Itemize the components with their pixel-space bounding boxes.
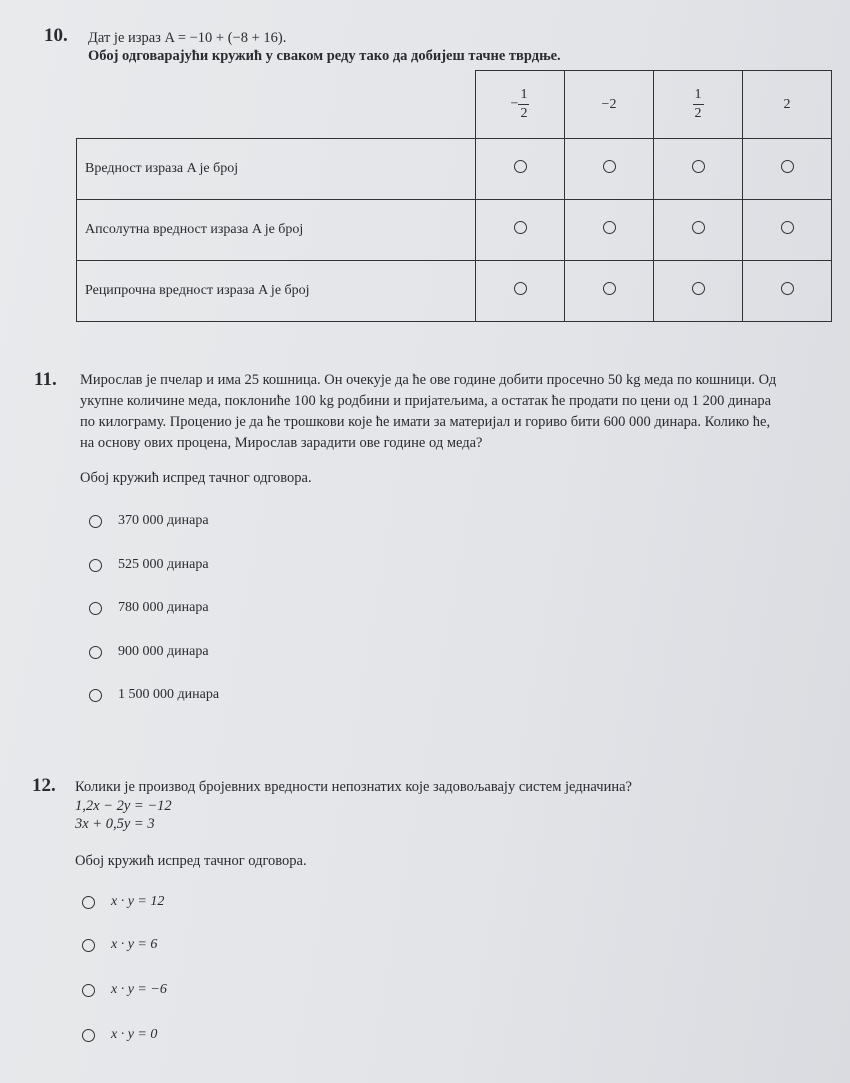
radio-circle[interactable]: [514, 160, 527, 173]
radio-circle[interactable]: [89, 646, 102, 659]
answer-option[interactable]: [82, 1027, 157, 1043]
question-12-text: Колики је производ бројевних вредности непознатих које задовољавају систем једначина?: [75, 779, 632, 795]
empty-header: [77, 71, 476, 139]
equation-2: 3x + 0,5y = 3: [75, 816, 155, 832]
answer-option[interactable]: [89, 644, 209, 660]
col-header-minus-half: − $\frac{1}{2}$: [476, 71, 565, 139]
radio-circle[interactable]: [82, 896, 95, 909]
question-12-instruction: Обој кружић испред тачног одговора.: [75, 853, 307, 869]
col-header-minus-two: −2: [565, 71, 654, 139]
equation-1: 1,2x − 2y = −12: [75, 798, 172, 814]
radio-circle[interactable]: [82, 984, 95, 997]
option-label: 1 500 000 динара: [118, 687, 220, 702]
answer-option[interactable]: [89, 600, 209, 616]
radio-circle[interactable]: [82, 1029, 95, 1042]
answer-option[interactable]: [89, 557, 209, 573]
radio-circle[interactable]: [89, 689, 102, 702]
radio-circle[interactable]: [89, 559, 102, 572]
row-label: Апсолутна вредност израза A је број: [77, 200, 476, 261]
radio-circle[interactable]: [89, 602, 102, 615]
option-label: x · y = −6: [111, 982, 167, 997]
question-11-number: 11.: [34, 369, 57, 390]
col-header-half: $\frac{1}{2}$: [654, 71, 743, 139]
answer-option[interactable]: [82, 894, 164, 910]
question-11-text: [80, 370, 840, 454]
answer-table: [76, 70, 832, 322]
answer-option[interactable]: [82, 982, 167, 998]
radio-circle[interactable]: [603, 282, 616, 295]
radio-circle[interactable]: [692, 221, 705, 234]
radio-circle[interactable]: [781, 160, 794, 173]
question-11-instruction: Обој кружић испред тачног одговора.: [80, 470, 312, 486]
row-label: Реципрочна вредност израза A је број: [77, 261, 476, 322]
option-label: x · y = 0: [111, 1027, 158, 1042]
radio-circle[interactable]: [603, 160, 616, 173]
text-line: укупне количине меда, поклониће 100 kg родбини и пријатељима, а остатак ће продати по цени од 1 200 динара: [80, 393, 772, 409]
radio-circle[interactable]: [692, 160, 705, 173]
radio-circle[interactable]: [82, 939, 95, 952]
answer-option[interactable]: [89, 513, 209, 529]
radio-circle[interactable]: [781, 282, 794, 295]
radio-circle[interactable]: [514, 221, 527, 234]
radio-circle[interactable]: [781, 221, 794, 234]
question-10-statement: Дат је израз A = −10 + (−8 + 16).: [88, 30, 287, 46]
option-label: 370 000 динара: [118, 513, 209, 528]
row-label: Вредност израза A је број: [77, 139, 476, 200]
radio-circle[interactable]: [603, 221, 616, 234]
answer-option[interactable]: [89, 687, 219, 703]
option-label: x · y = 6: [111, 937, 158, 952]
col-header-two: 2: [743, 71, 832, 139]
option-label: x · y = 12: [111, 894, 165, 909]
question-12-number: 12.: [32, 775, 56, 796]
radio-circle[interactable]: [514, 282, 527, 295]
option-label: 525 000 динара: [118, 557, 209, 572]
radio-circle[interactable]: [692, 282, 705, 295]
question-10-instruction: Обој одговарајући кружић у сваком реду тако да добијеш тачне тврдње.: [88, 48, 561, 64]
question-10-number: 10.: [44, 25, 68, 46]
text-line: на основу ових процена, Мирослав зарадити ове године од меда?: [80, 435, 483, 451]
option-label: 780 000 динара: [118, 600, 209, 615]
answer-option[interactable]: [82, 937, 157, 953]
radio-circle[interactable]: [89, 515, 102, 528]
option-label: 900 000 динара: [118, 644, 209, 659]
text-line: Мирослав је пчелар и има 25 кошница. Он очекује да ће ове године добити просечно 50 kg меда по кошници. Од: [80, 372, 777, 388]
text-line: по килограму. Проценио је да ће трошкови које ће имати за материјал и гориво бити 600 000 динара. Колико ће,: [80, 414, 771, 430]
